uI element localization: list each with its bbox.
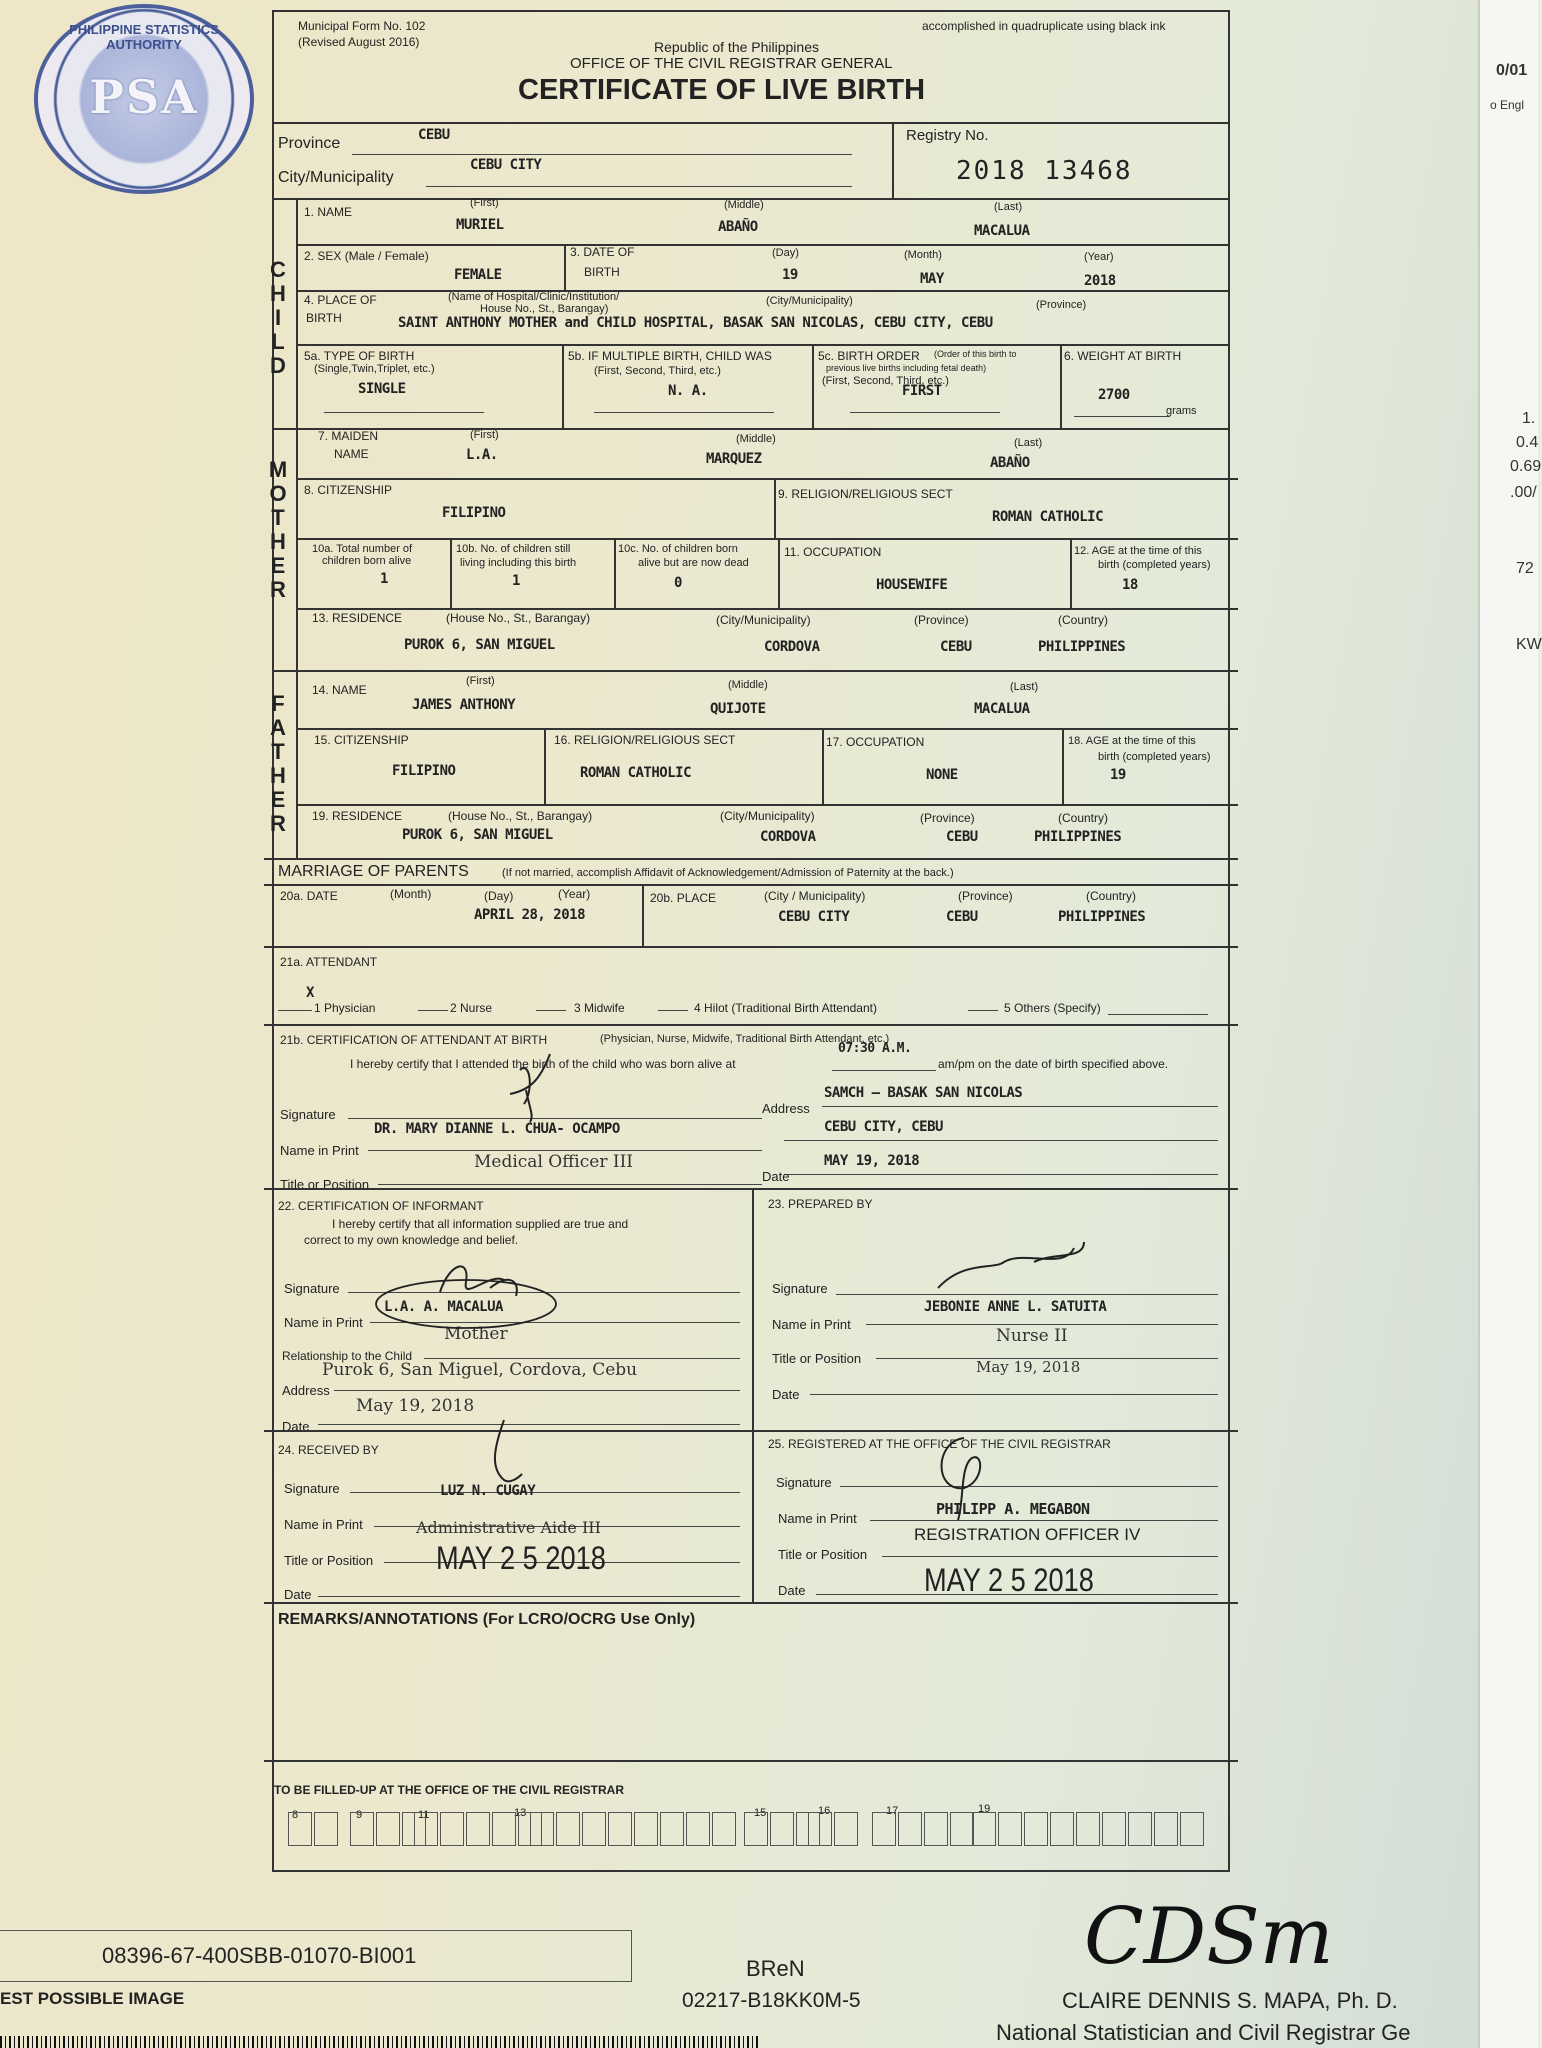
- mother-c10b-value: 1: [512, 573, 520, 589]
- attendant-option-nurse: 2 Nurse: [450, 1001, 493, 1015]
- father-citizenship-value: FILIPINO: [392, 763, 456, 779]
- office-code-box: [414, 1809, 438, 1846]
- attendant-label: 21a. ATTENDANT: [280, 955, 378, 969]
- child-birth-month: MAY: [920, 271, 944, 287]
- marriage-country-label: (Country): [1086, 889, 1137, 903]
- marriage-prov-value: CEBU: [946, 909, 978, 925]
- child-first-label: (First): [470, 197, 499, 209]
- mother-c10b-label: 10b. No. of children still: [456, 543, 571, 555]
- child-multiple-hint: (First, Second, Third, etc.): [594, 365, 721, 377]
- father-res-house-label: (House No., St., Barangay): [448, 809, 593, 823]
- registered-signature: [924, 1432, 1004, 1522]
- father-citizenship-label: 15. CITIZENSHIP: [314, 733, 409, 747]
- informant-relationship-label: Relationship to the Child: [282, 1349, 413, 1363]
- mother-c10c-value: 0: [674, 575, 682, 591]
- mother-name-label-2: NAME: [334, 447, 369, 461]
- child-multiple-label: 5b. IF MULTIPLE BIRTH, CHILD WAS: [568, 349, 772, 363]
- office-code-number: 9: [356, 1809, 363, 1821]
- child-weight-unit: grams: [1166, 405, 1197, 417]
- remarks-label: REMARKS/ANNOTATIONS (For LCRO/OCRG Use Only): [278, 1611, 696, 1628]
- seal-ring-text: PHILIPPINE STATISTICS AUTHORITY: [69, 22, 219, 52]
- registered-label: 25. REGISTERED AT THE OFFICE OF THE CIVIL REGISTRAR: [768, 1437, 1111, 1451]
- barcode: [0, 2036, 760, 2048]
- marriage-date-value: APRIL 28, 2018: [474, 907, 586, 923]
- mother-middle-label: (Middle): [736, 433, 776, 445]
- office-code-box: [350, 1809, 374, 1846]
- child-type-hint: (Single,Twin,Triplet, etc.): [314, 363, 435, 375]
- child-name-label: 1. NAME: [304, 205, 353, 219]
- father-first-label: (First): [466, 675, 495, 687]
- office-code-box: [440, 1812, 464, 1846]
- office-code-box: [1076, 1812, 1100, 1846]
- adjacent-page: [1478, 0, 1542, 2048]
- child-dob-label-2: BIRTH: [584, 265, 620, 279]
- child-order-hint-2: previous live births including fetal death): [826, 363, 987, 373]
- office-use-label: TO BE FILLED-UP AT THE OFFICE OF THE CIVIL REGISTRAR: [274, 1783, 625, 1797]
- office-code-box: [872, 1812, 896, 1846]
- child-birth-year: 2018: [1084, 273, 1116, 289]
- child-pob-prov-label: (Province): [1036, 299, 1087, 311]
- prepared-name: JEBONIE ANNE L. SATUITA: [924, 1299, 1107, 1315]
- mother-res-house-label: (House No., St., Barangay): [446, 611, 591, 625]
- attendant-title: Medical Officer III: [474, 1152, 633, 1172]
- father-res-label: 19. RESIDENCE: [312, 809, 403, 823]
- office-code-box: [314, 1812, 338, 1846]
- child-pob-hosp-label-2: House No., St., Barangay): [480, 303, 609, 315]
- registered-name: PHILIPP A. MEGABON: [936, 1500, 1090, 1518]
- child-weight-label: 6. WEIGHT AT BIRTH: [1064, 349, 1182, 363]
- child-year-label: (Year): [1084, 251, 1114, 263]
- mother-first-label: (First): [470, 429, 499, 441]
- attendant-option-others: 5 Others (Specify): [1004, 1001, 1101, 1015]
- registered-signature-label: Signature: [776, 1475, 832, 1490]
- marriage-country-value: PHILIPPINES: [1058, 909, 1146, 925]
- father-age-value: 19: [1110, 767, 1126, 783]
- birth-certificate-form: [268, 10, 1230, 1872]
- informant-name-label: Name in Print: [284, 1315, 363, 1330]
- attendant-birth-time: 07:30 A.M.: [838, 1041, 912, 1056]
- father-religion-label: 16. RELIGION/RELIGIOUS SECT: [554, 733, 736, 747]
- father-middle-name: QUIJOTE: [710, 701, 766, 717]
- child-pob-hosp-label: (Name of Hospital/Clinic/Institution/: [448, 291, 620, 303]
- mother-res-prov-label: (Province): [914, 613, 969, 627]
- mother-c10c-label: 10c. No. of children born: [618, 543, 738, 555]
- attendant-option-hilot: 4 Hilot (Traditional Birth Attendant): [694, 1001, 877, 1015]
- father-religion-value: ROMAN CATHOLIC: [580, 765, 692, 781]
- child-order-label: 5c. BIRTH ORDER: [818, 349, 920, 363]
- informant-text-2: correct to my own knowledge and belief.: [304, 1233, 519, 1247]
- registry-number: 2018 13468: [956, 156, 1133, 186]
- marriage-date-label: 20a. DATE: [280, 889, 338, 903]
- mother-c10c-label-2: alive but are now dead: [638, 557, 749, 569]
- office-code-box: [1024, 1812, 1048, 1846]
- father-res-prov: CEBU: [946, 829, 978, 845]
- mother-middle-name: MARQUEZ: [706, 451, 762, 467]
- form-revised: (Revised August 2016): [298, 35, 420, 49]
- office-code-box: [924, 1812, 948, 1846]
- adjacent-page-text: 0.4: [1516, 434, 1539, 451]
- office-code-box: [376, 1812, 400, 1846]
- office-code-box: [492, 1812, 516, 1846]
- attendant-option-physician: 1 Physician: [314, 1001, 376, 1015]
- adjacent-page-text: o Engl: [1490, 98, 1525, 112]
- father-occupation-label: 17. OCCUPATION: [826, 735, 925, 749]
- side-label-mother: M O T H E R: [268, 457, 288, 602]
- marriage-note: (If not married, accomplish Affidavit of Acknowledgement/Admission of Paternity at the back.): [502, 867, 954, 879]
- office-code-box: [582, 1812, 606, 1846]
- psa-seal: [34, 4, 254, 194]
- received-date-stamp: MAY 2 5 2018: [436, 1540, 606, 1576]
- prepared-name-label: Name in Print: [772, 1317, 851, 1332]
- side-label-child: C H I L D: [270, 257, 286, 378]
- official-signature: CDSm: [1084, 1892, 1334, 1982]
- child-middle-name: ABAÑO: [718, 219, 758, 235]
- office-code-box: [744, 1812, 768, 1846]
- attendant-name-label: Name in Print: [280, 1143, 359, 1158]
- child-dob-label: 3. DATE OF: [570, 245, 635, 259]
- informant-relationship: Mother: [444, 1324, 508, 1344]
- child-type-value: SINGLE: [358, 381, 406, 397]
- registered-title-label: Title or Position: [778, 1547, 868, 1562]
- informant-text-1: I hereby certify that all information supplied are true and: [332, 1217, 629, 1231]
- child-multiple-value: N. A.: [668, 383, 708, 399]
- informant-date: May 19, 2018: [356, 1396, 475, 1416]
- informant-signature: [370, 1252, 560, 1332]
- father-res-house: PUROK 6, SAN MIGUEL: [402, 827, 553, 843]
- father-age-label-2: birth (completed years): [1098, 751, 1211, 763]
- office-code-box: [898, 1812, 922, 1846]
- attendant-address-2: CEBU CITY, CEBU: [824, 1119, 943, 1135]
- mother-c10a-value: 1: [380, 571, 388, 587]
- attendant-cert-text-2: am/pm on the date of birth specified above.: [938, 1057, 1169, 1071]
- received-signature: [474, 1418, 534, 1488]
- control-number-box: [0, 1930, 632, 1982]
- office-code-number: 16: [818, 1805, 831, 1817]
- attendant-cert-hint: (Physician, Nurse, Midwife, Traditional Birth Attendant, etc.): [600, 1033, 890, 1045]
- side-label-father: F A T H E R: [270, 691, 286, 836]
- child-weight-value: 2700: [1098, 387, 1130, 403]
- received-name: LUZ N. CUGAY: [440, 1483, 536, 1499]
- mother-res-prov: CEBU: [940, 639, 972, 655]
- best-image-note: EST POSSIBLE IMAGE: [0, 1989, 185, 2008]
- registered-date-stamp: MAY 2 5 2018: [924, 1562, 1094, 1598]
- received-label: 24. RECEIVED BY: [278, 1443, 379, 1457]
- office-code-box: [972, 1812, 996, 1846]
- received-title-label: Title or Position: [284, 1553, 374, 1568]
- office-code-box: [1154, 1812, 1178, 1846]
- control-number: 08396-67-400SBB-01070-BI001: [102, 1943, 417, 1968]
- office-code-box: [712, 1812, 736, 1846]
- city-label: City/Municipality: [278, 169, 394, 186]
- child-pob-city-label: (City/Municipality): [766, 295, 853, 307]
- informant-signature-label: Signature: [284, 1281, 340, 1296]
- received-title: Administrative Aide III: [416, 1518, 601, 1537]
- office-code-box: [556, 1812, 580, 1846]
- father-res-city: CORDOVA: [760, 829, 816, 845]
- child-last-label: (Last): [994, 201, 1023, 213]
- office-code-box: [1102, 1812, 1126, 1846]
- mother-age-label: 12. AGE at the time of this: [1074, 545, 1202, 557]
- mother-c10a-label: 10a. Total number of: [312, 543, 413, 555]
- prepared-signature-label: Signature: [772, 1281, 828, 1296]
- office-code-box: [466, 1812, 490, 1846]
- child-birth-day: 19: [782, 267, 798, 283]
- received-name-label: Name in Print: [284, 1517, 363, 1532]
- attendant-signature-label: Signature: [280, 1107, 336, 1122]
- mother-name-label: 7. MAIDEN: [318, 429, 379, 443]
- office-code-box: [634, 1812, 658, 1846]
- page-title: CERTIFICATE OF LIVE BIRTH: [518, 74, 926, 106]
- prepared-date: May 19, 2018: [976, 1358, 1081, 1376]
- child-middle-label: (Middle): [724, 199, 764, 211]
- attendant-name: DR. MARY DIANNE L. CHUA- OCAMPO: [374, 1121, 620, 1137]
- marriage-month-label: (Month): [390, 887, 432, 901]
- mother-age-label-2: birth (completed years): [1098, 559, 1211, 571]
- attendant-address-label: Address: [762, 1101, 810, 1116]
- mother-res-label: 13. RESIDENCE: [312, 611, 403, 625]
- seal-abbr: PSA: [89, 70, 199, 124]
- office-code-box: [288, 1809, 312, 1846]
- mother-res-country: PHILIPPINES: [1038, 639, 1126, 655]
- child-order-hint: (Order of this birth to: [934, 349, 1017, 359]
- father-res-prov-label: (Province): [920, 811, 975, 825]
- office-code-box: [608, 1812, 632, 1846]
- received-signature-label: Signature: [284, 1481, 340, 1496]
- child-day-label: (Day): [772, 247, 799, 259]
- adjacent-page-text: 1.: [1522, 410, 1536, 427]
- father-res-city-label: (City/Municipality): [720, 809, 815, 823]
- mother-occupation-label: 11. OCCUPATION: [784, 545, 882, 559]
- child-last-name: MACALUA: [974, 223, 1030, 239]
- registered-name-label: Name in Print: [778, 1511, 857, 1526]
- father-res-country-label: (Country): [1058, 811, 1109, 825]
- attendant-signature: [490, 1050, 570, 1124]
- received-date-label: Date: [284, 1587, 312, 1602]
- office-code-box: [686, 1812, 710, 1846]
- prepared-signature: [934, 1240, 1094, 1300]
- informant-label: 22. CERTIFICATION OF INFORMANT: [278, 1199, 484, 1213]
- marriage-year-label: (Year): [558, 887, 591, 901]
- official-name: CLAIRE DENNIS S. MAPA, Ph. D.: [1062, 1988, 1398, 2013]
- mother-first-name: L.A.: [466, 447, 498, 463]
- child-order-hint-3: (First, Second, Third, etc.): [822, 375, 949, 387]
- office-text: OFFICE OF THE CIVIL REGISTRAR GENERAL: [570, 55, 893, 72]
- bren-label: BReN: [746, 1956, 805, 1981]
- prepared-title: Nurse II: [996, 1326, 1068, 1346]
- marriage-day-label: (Day): [484, 889, 514, 903]
- attendant-address-1: SAMCH – BASAK SAN NICOLAS: [824, 1085, 1023, 1101]
- mother-citizenship-value: FILIPINO: [442, 505, 506, 521]
- mother-res-house: PUROK 6, SAN MIGUEL: [404, 637, 555, 653]
- father-middle-label: (Middle): [728, 679, 768, 691]
- child-pob-label-2: BIRTH: [306, 311, 342, 325]
- adjacent-page-text: 0/01: [1496, 62, 1528, 79]
- mother-c10b-label-2: living including this birth: [460, 557, 577, 569]
- office-code-box: [1180, 1812, 1204, 1846]
- attendant-option-midwife: 3 Midwife: [574, 1001, 625, 1015]
- father-first-name: JAMES ANTHONY: [412, 697, 516, 713]
- mother-last-name: ABAÑO: [990, 455, 1030, 471]
- office-code-box: [1050, 1812, 1074, 1846]
- office-code-box: [530, 1812, 554, 1846]
- office-code-box: [834, 1812, 858, 1846]
- father-last-label: (Last): [1010, 681, 1039, 693]
- office-code-box: [1128, 1812, 1152, 1846]
- child-first-name: MURIEL: [456, 217, 504, 233]
- child-sex-label: 2. SEX (Male / Female): [304, 249, 429, 263]
- attendant-date-label: Date: [762, 1169, 790, 1184]
- marriage-title: MARRIAGE OF PARENTS: [278, 863, 469, 880]
- child-place-of-birth: SAINT ANTHONY MOTHER and CHILD HOSPITAL, BASAK SAN NICOLAS, CEBU CITY, CEBU: [398, 315, 993, 331]
- mother-last-label: (Last): [1014, 437, 1043, 449]
- marriage-place-label: 20b. PLACE: [650, 891, 717, 905]
- registered-date-label: Date: [778, 1583, 806, 1598]
- prepared-label: 23. PREPARED BY: [768, 1197, 873, 1211]
- form-number: Municipal Form No. 102: [298, 19, 426, 33]
- office-code-box: [950, 1812, 974, 1846]
- mother-res-country-label: (Country): [1058, 613, 1109, 627]
- child-sex-value: FEMALE: [454, 267, 502, 283]
- attendant-title-label: Title or Position: [280, 1177, 370, 1192]
- office-code-box: [660, 1812, 684, 1846]
- mother-c10a-label-2: children born alive: [322, 555, 412, 567]
- office-code-number: 15: [754, 1807, 767, 1819]
- father-last-name: MACALUA: [974, 701, 1030, 717]
- adjacent-page-text: 0.69: [1510, 458, 1542, 475]
- father-name-label: 14. NAME: [312, 683, 367, 697]
- informant-address: Purok 6, San Miguel, Cordova, Cebu: [322, 1360, 638, 1380]
- republic-text: Republic of the Philippines: [654, 39, 819, 55]
- attendant-mark: X: [306, 985, 314, 1001]
- office-code-box: [770, 1812, 794, 1846]
- attendant-cert-label: 21b. CERTIFICATION OF ATTENDANT AT BIRTH: [280, 1033, 548, 1047]
- child-month-label: (Month): [904, 249, 942, 261]
- registry-label: Registry No.: [906, 127, 989, 144]
- attendant-date: MAY 19, 2018: [824, 1153, 920, 1169]
- office-code-number: 11: [418, 1809, 430, 1821]
- province-label: Province: [278, 135, 341, 152]
- mother-occupation-value: HOUSEWIFE: [876, 577, 948, 593]
- office-code-box: [808, 1812, 832, 1846]
- office-code-number: 17: [886, 1805, 899, 1817]
- marriage-prov-label: (Province): [958, 889, 1013, 903]
- prepared-title-label: Title or Position: [772, 1351, 862, 1366]
- informant-name: L.A. A. MACALUA: [384, 1299, 503, 1315]
- adjacent-page-text: KW: [1516, 636, 1542, 653]
- child-type-label: 5a. TYPE OF BIRTH: [304, 349, 415, 363]
- mother-religion-label: 9. RELIGION/RELIGIOUS SECT: [778, 487, 953, 501]
- child-order-value: FIRST: [902, 383, 942, 399]
- registered-title: REGISTRATION OFFICER IV: [914, 1525, 1141, 1544]
- form-instruction: accomplished in quadruplicate using black ink: [922, 19, 1166, 33]
- mother-religion-value: ROMAN CATHOLIC: [992, 509, 1104, 525]
- prepared-date-label: Date: [772, 1387, 800, 1402]
- official-title: National Statistician and Civil Registrar Ge: [996, 2020, 1411, 2045]
- office-code-number: 8: [292, 1809, 299, 1821]
- province-value: CEBU: [418, 127, 450, 143]
- father-age-label: 18. AGE at the time of this: [1068, 735, 1196, 747]
- informant-date-label: Date: [282, 1419, 310, 1434]
- city-value: CEBU CITY: [470, 157, 542, 173]
- father-occupation-value: NONE: [926, 767, 958, 783]
- attendant-cert-text: I hereby certify that I attended the birth of the child who was born alive at: [350, 1057, 736, 1071]
- office-code-number: 13: [514, 1807, 527, 1819]
- bren-number: 02217-B18KK0M-5: [682, 1989, 861, 2012]
- mother-res-city: CORDOVA: [764, 639, 820, 655]
- child-pob-label: 4. PLACE OF: [304, 293, 377, 307]
- office-code-box: [998, 1812, 1022, 1846]
- mother-age-value: 18: [1122, 577, 1138, 593]
- marriage-city-value: CEBU CITY: [778, 909, 850, 925]
- adjacent-page-text: .00/: [1510, 484, 1537, 501]
- marriage-city-label: (City / Municipality): [764, 889, 866, 903]
- mother-res-city-label: (City/Municipality): [716, 613, 811, 627]
- adjacent-page-text: 72: [1516, 560, 1534, 577]
- father-res-country: PHILIPPINES: [1034, 829, 1122, 845]
- mother-citizenship-label: 8. CITIZENSHIP: [304, 483, 393, 497]
- office-code-number: 19: [978, 1803, 991, 1815]
- informant-address-label: Address: [282, 1383, 330, 1398]
